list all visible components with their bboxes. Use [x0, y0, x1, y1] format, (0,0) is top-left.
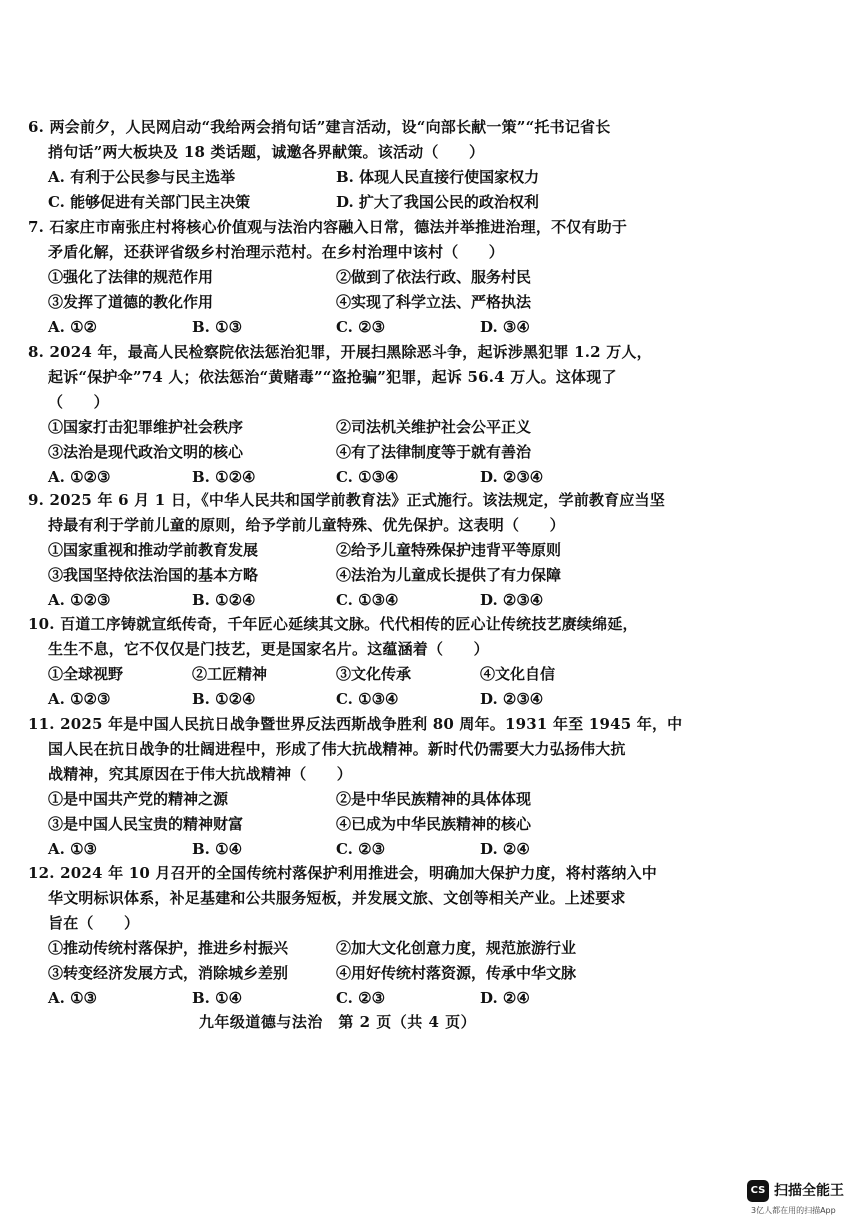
- question-10: [28, 612, 648, 712]
- option-row: [28, 936, 648, 961]
- answer-choice: C. ①③④: [336, 690, 399, 708]
- option-row: [28, 538, 648, 563]
- option-row: [28, 290, 648, 315]
- question-8: [28, 340, 652, 490]
- scanner-watermark: [747, 1178, 857, 1220]
- question-text: 12. 2024 年 10 月召开的全国传统村落保护利用推进会，明确加大保护力度，将村落纳入中: [28, 864, 658, 882]
- footer-text: 九年级道德与法治 第 2 页（共 4 页）: [198, 1013, 477, 1031]
- option-row: [28, 787, 648, 812]
- option: ④法治为儿童成长提供了有力保障: [336, 566, 562, 584]
- watermark-name: 扫描全能王: [774, 1183, 844, 1199]
- answer-choice: D. ②③④: [480, 468, 544, 486]
- answer-choice: D. ②③④: [480, 591, 544, 609]
- option-row: [28, 415, 648, 440]
- option-row: [28, 440, 648, 465]
- question-text: 起诉“保护伞”74 人；依法惩治“黄赌毒”“盗抢骗”犯罪，起诉 56.4 万人。这体现了: [48, 368, 617, 386]
- option: ②做到了依法行政、服务村民: [336, 268, 532, 286]
- option: ②是中华民族精神的具体体现: [336, 790, 532, 808]
- watermark-tagline: 3亿人都在用的扫描App: [751, 1206, 836, 1215]
- answer-row: [28, 837, 648, 862]
- page-footer: [0, 1011, 867, 1032]
- option: ①全球视野: [48, 665, 124, 683]
- question-6: [28, 115, 648, 215]
- answer-choice: C. ①③④: [336, 591, 399, 609]
- option: ①推动传统村落保护，推进乡村振兴: [48, 939, 289, 957]
- option-row: [28, 265, 648, 290]
- question-text: 11. 2025 年是中国人民抗日战争暨世界反法西斯战争胜利 80 周年。1931 年至 1945 年，中: [28, 715, 683, 733]
- option: D. 扩大了我国公民的政治权利: [336, 193, 539, 211]
- option-row: [28, 961, 648, 986]
- option-row: [28, 190, 648, 215]
- option-row: [28, 662, 648, 687]
- question-text: 国人民在抗日战争的壮阔进程中，形成了伟大抗战精神。新时代仍需要大力弘扬伟大抗: [48, 740, 626, 758]
- option: ③我国坚持依法治国的基本方略: [48, 566, 259, 584]
- answer-choice: B. ①④: [192, 840, 243, 858]
- option-row: [28, 563, 648, 588]
- option: ③法治是现代政治文明的核心: [48, 443, 244, 461]
- question-text: 捎句话”两大板块及 18 类话题，诚邀各界献策。该活动（ ）: [48, 143, 485, 161]
- question-text: 8. 2024 年，最高人民检察院依法惩治犯罪，开展扫黑除恶斗争，起诉涉黑犯罪 1.2 万人，: [28, 343, 652, 361]
- question-11: [28, 712, 683, 862]
- answer-choice: B. ①③: [192, 318, 243, 336]
- option: ①国家打击犯罪维护社会秩序: [48, 418, 244, 436]
- answer-choice: B. ①②④: [192, 690, 256, 708]
- option: ③文化传承: [336, 665, 412, 683]
- option: ④实现了科学立法、严格执法: [336, 293, 532, 311]
- question-text: 矛盾化解，还获评省级乡村治理示范村。在乡村治理中该村（ ）: [48, 243, 505, 261]
- answer-row: [28, 986, 648, 1011]
- option: ①是中国共产党的精神之源: [48, 790, 229, 808]
- option: B. 体现人民直接行使国家权力: [336, 168, 540, 186]
- question-9: [28, 488, 665, 613]
- answer-row: [28, 465, 648, 490]
- question-text: 10. 百道工序铸就宣纸传奇，千年匠心延续其文脉。代代相传的匠心让传统技艺赓续绵延，: [28, 615, 638, 633]
- answer-row: [28, 588, 648, 613]
- option: C. 能够促进有关部门民主决策: [48, 193, 251, 211]
- option-row: [28, 165, 648, 190]
- scanner-logo-icon: CS: [747, 1180, 769, 1202]
- answer-choice: C. ①③④: [336, 468, 399, 486]
- answer-choice: A. ①③: [48, 840, 97, 858]
- option: ④用好传统村落资源，传承中华文脉: [336, 964, 577, 982]
- question-text: 华文明标识体系，补足基建和公共服务短板，并发展文旅、文创等相关产业。上述要求: [48, 889, 626, 907]
- answer-row: [28, 687, 648, 712]
- answer-row: [28, 315, 648, 340]
- option: ②工匠精神: [192, 665, 268, 683]
- question-text: （ ）: [48, 393, 109, 411]
- option: ③发挥了道德的教化作用: [48, 293, 214, 311]
- option-row: [28, 812, 648, 837]
- question-text: 6. 两会前夕，人民网启动“我给两会捎句话”建言活动，设“向部长献一策”“托书记省长: [28, 118, 611, 136]
- answer-choice: A. ①②③: [48, 468, 111, 486]
- question-text: 9. 2025 年 6 月 1 日，《中华人民共和国学前教育法》正式施行。该法规定，学前教育应当坚: [28, 491, 665, 509]
- question-12: [28, 861, 658, 1011]
- question-text: 战精神，究其原因在于伟大抗战精神（ ）: [48, 765, 353, 783]
- option: ②给予儿童特殊保护违背平等原则: [336, 541, 562, 559]
- answer-choice: B. ①②④: [192, 468, 256, 486]
- question-text: 旨在（ ）: [48, 914, 140, 932]
- question-7: [28, 215, 648, 340]
- answer-choice: D. ③④: [480, 318, 530, 336]
- option: ④已成为中华民族精神的核心: [336, 815, 532, 833]
- question-text: 持最有利于学前儿童的原则，给予学前儿童特殊、优先保护。这表明（ ）: [48, 516, 565, 534]
- option: ④有了法律制度等于就有善治: [336, 443, 532, 461]
- answer-choice: D. ②③④: [480, 690, 544, 708]
- answer-choice: C. ②③: [336, 840, 386, 858]
- answer-choice: D. ②④: [480, 840, 530, 858]
- answer-choice: A. ①③: [48, 989, 97, 1007]
- answer-choice: A. ①②: [48, 318, 97, 336]
- question-text: 7. 石家庄市南张庄村将核心价值观与法治内容融入日常，德法并举推进治理，不仅有助于: [28, 218, 628, 236]
- option: ①国家重视和推动学前教育发展: [48, 541, 259, 559]
- answer-choice: C. ②③: [336, 318, 386, 336]
- question-text: 生生不息，它不仅仅是门技艺，更是国家名片。这蕴涵着（ ）: [48, 640, 489, 658]
- option: ①强化了法律的规范作用: [48, 268, 214, 286]
- option: ③是中国人民宝贵的精神财富: [48, 815, 244, 833]
- answer-choice: A. ①②③: [48, 591, 111, 609]
- option: ②司法机关维护社会公平正义: [336, 418, 532, 436]
- answer-choice: D. ②④: [480, 989, 530, 1007]
- answer-choice: B. ①④: [192, 989, 243, 1007]
- option: ②加大文化创意力度，规范旅游行业: [336, 939, 577, 957]
- option: ④文化自信: [480, 665, 556, 683]
- answer-choice: B. ①②④: [192, 591, 256, 609]
- option: ③转变经济发展方式，消除城乡差别: [48, 964, 289, 982]
- answer-choice: A. ①②③: [48, 690, 111, 708]
- option: A. 有利于公民参与民主选举: [48, 168, 236, 186]
- answer-choice: C. ②③: [336, 989, 386, 1007]
